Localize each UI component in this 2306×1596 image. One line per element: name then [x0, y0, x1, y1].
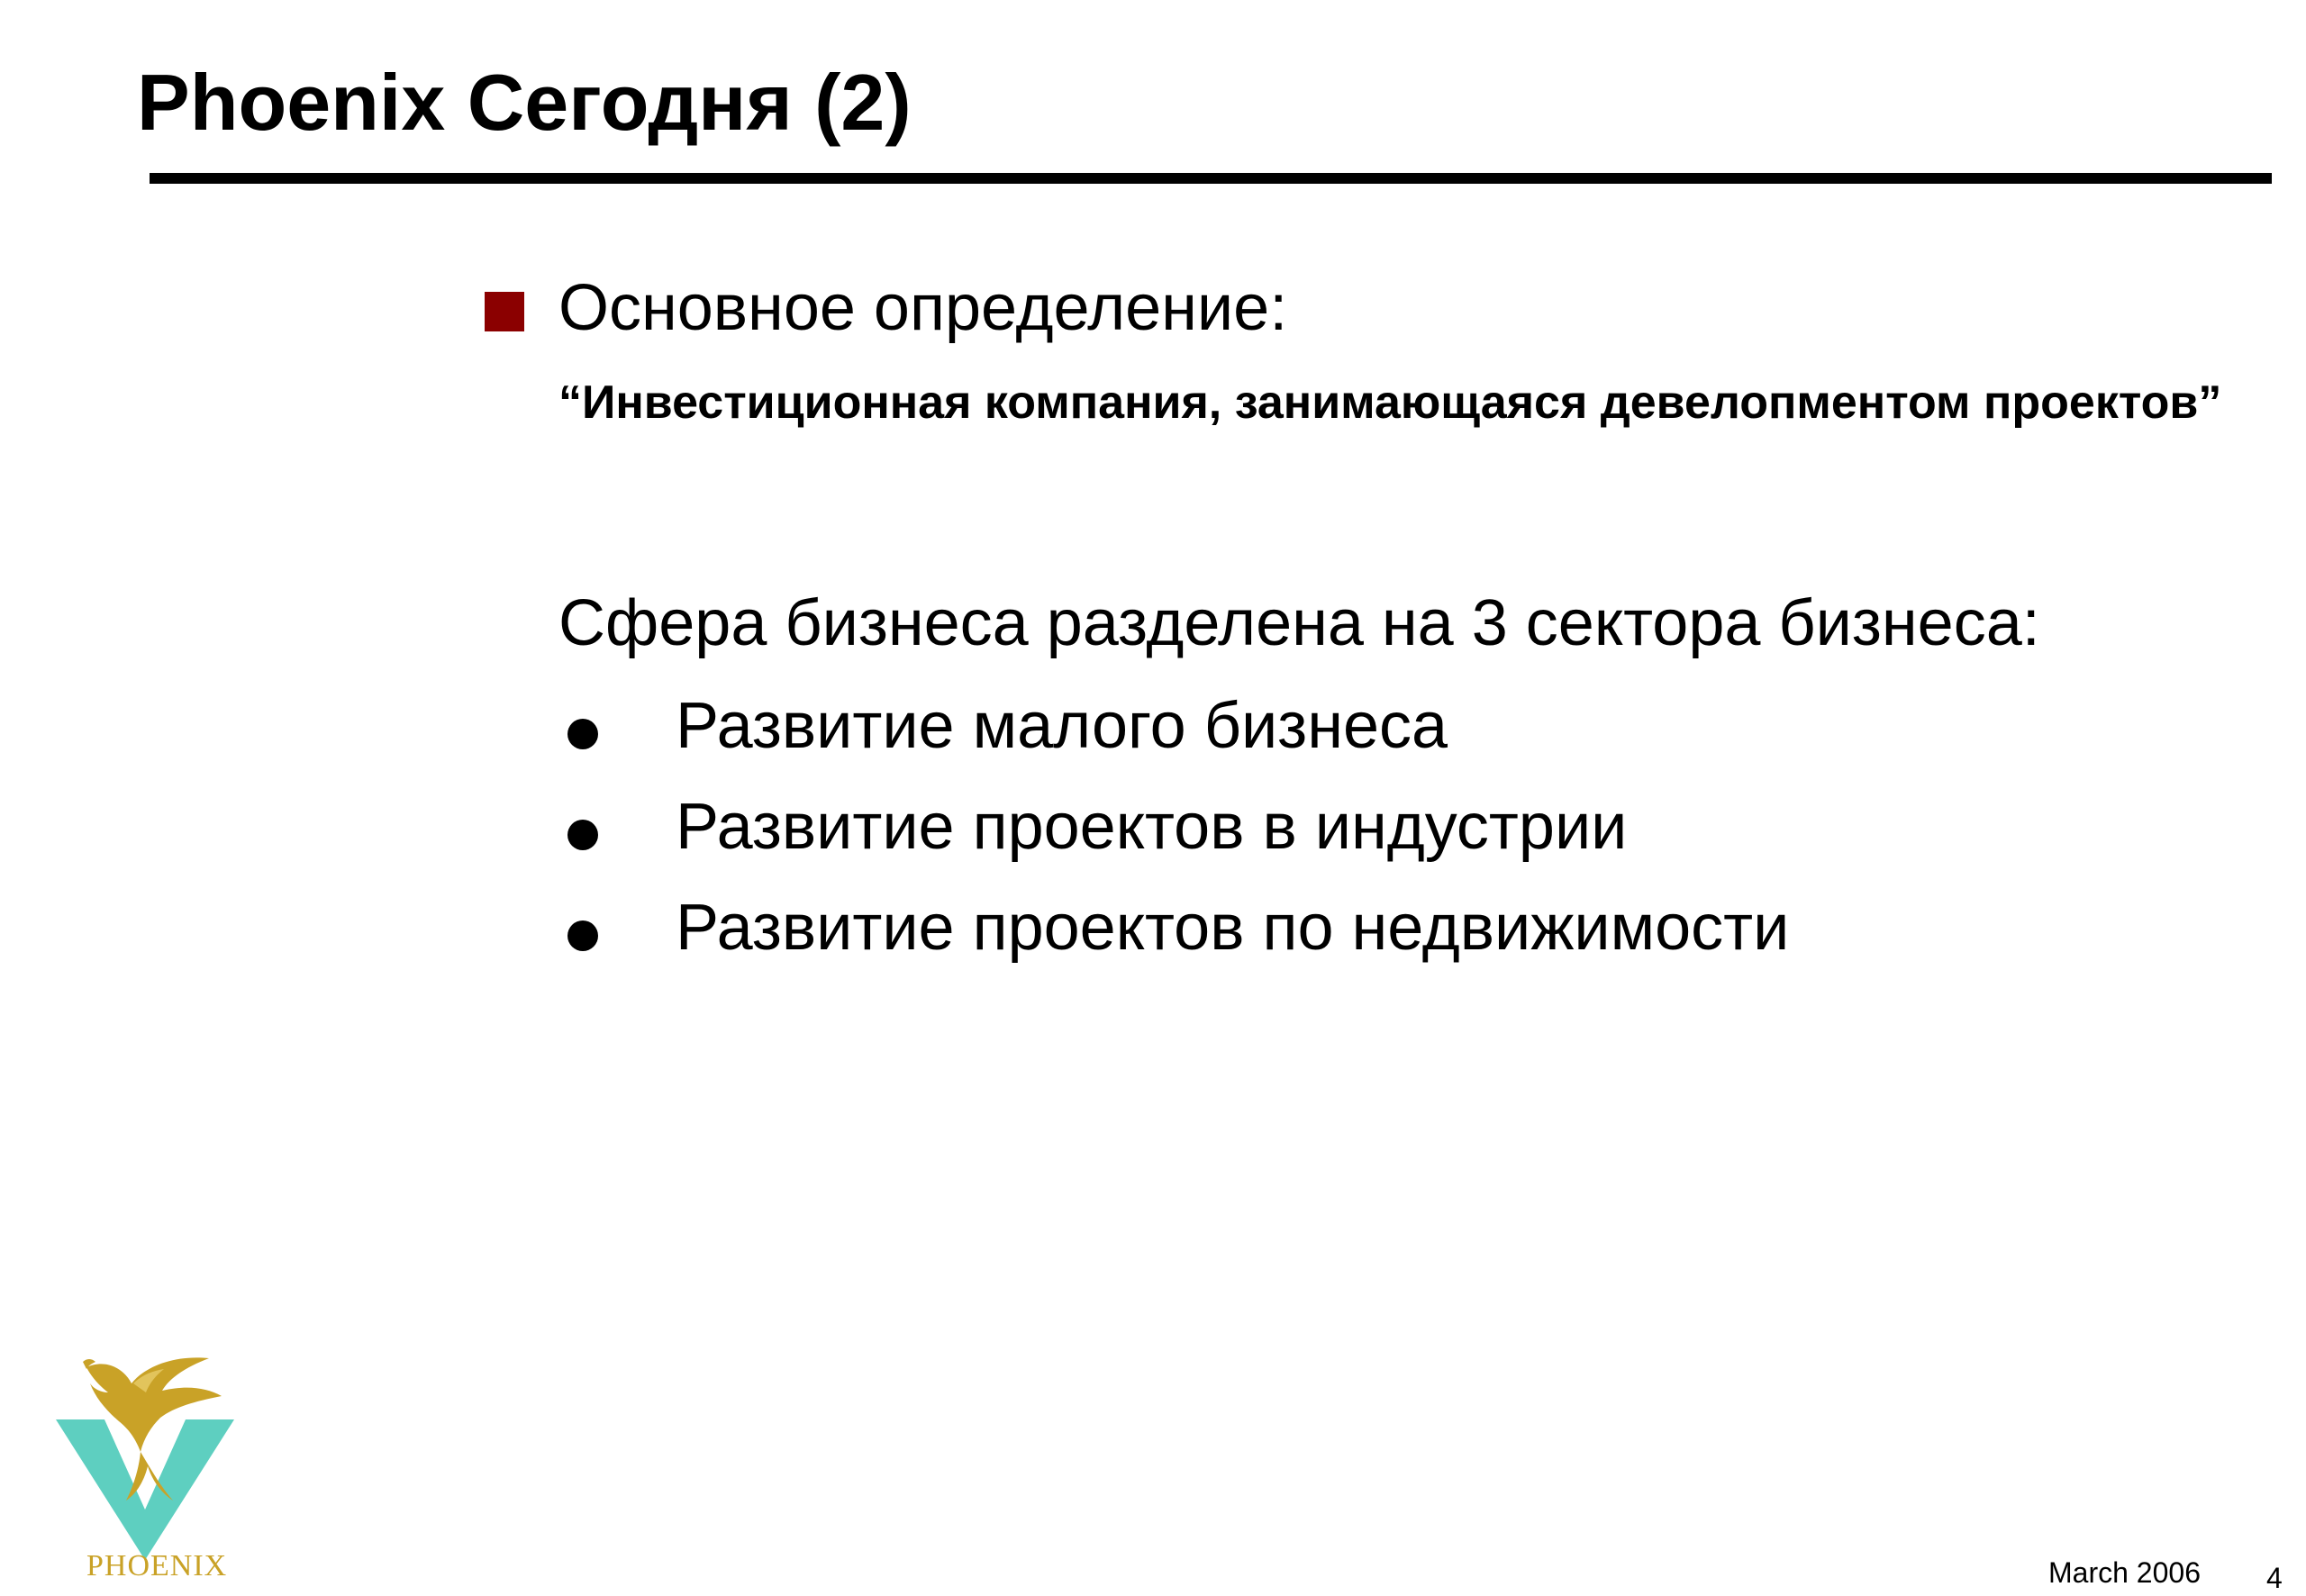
- round-bullet-icon: [567, 920, 598, 951]
- sector-label: Развитие проектов в индустрии: [676, 791, 1628, 863]
- page-number: 4: [2266, 1562, 2283, 1594]
- round-bullet-icon: [567, 719, 598, 749]
- sector-label: Развитие проектов по недвижимости: [676, 892, 1790, 964]
- slide-title: Phoenix Сегодня (2): [137, 58, 912, 147]
- round-bullet-icon: [567, 820, 598, 850]
- footer-date: March 2006: [2048, 1556, 2201, 1589]
- definition-heading: Основное определение:: [558, 272, 1288, 344]
- square-bullet-icon: [485, 292, 524, 331]
- logo-wordmark: PHOENIX: [86, 1549, 228, 1582]
- sector-label: Развитие малого бизнеса: [676, 690, 1448, 762]
- title-divider: [150, 173, 2272, 184]
- definition-quote: “Инвестиционная компания, занимающаяся девелопментом проектов”: [558, 376, 2222, 429]
- sectors-intro: Сфера бизнеса разделена на 3 сектора бизнеса:: [558, 587, 2040, 659]
